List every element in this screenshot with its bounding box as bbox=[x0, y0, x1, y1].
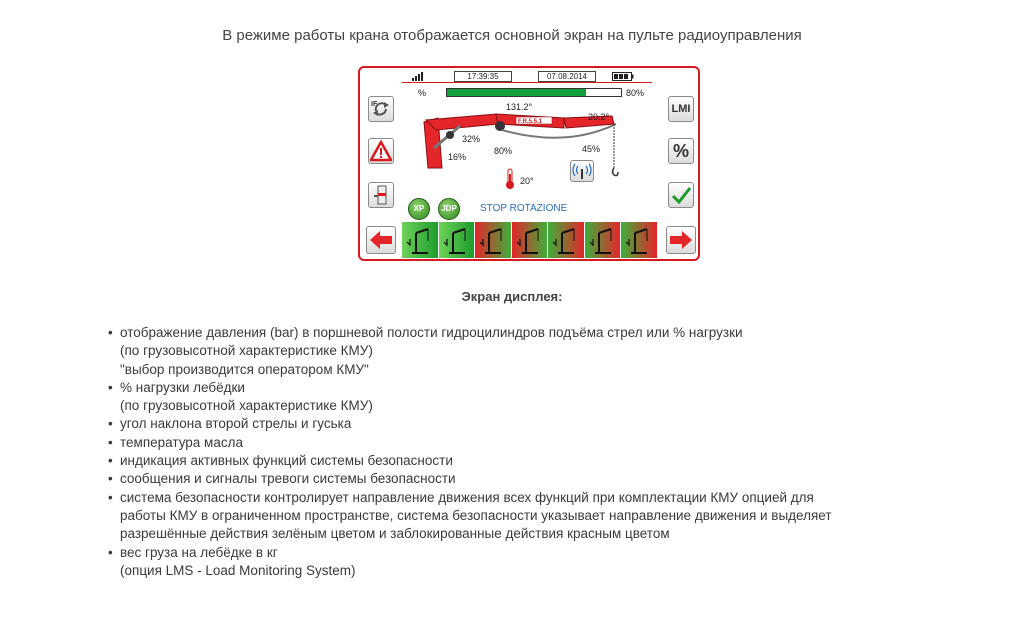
bullet: • bbox=[108, 453, 113, 469]
feature-text: (по грузовысотной характеристике КМУ) bbox=[120, 398, 373, 414]
feature-text: (по грузовысотной характеристике КМУ) bbox=[120, 343, 373, 359]
bullet: • bbox=[108, 434, 113, 450]
function-indicator-3 bbox=[475, 222, 512, 258]
feature-list-item bbox=[108, 562, 832, 580]
percent-button[interactable] bbox=[668, 138, 694, 164]
bullet: • bbox=[108, 379, 113, 395]
feature-list-item bbox=[108, 342, 832, 360]
arrow-left-icon bbox=[369, 230, 393, 250]
load-bar bbox=[446, 88, 622, 97]
gauge-icon bbox=[370, 184, 392, 206]
status-bar bbox=[402, 71, 652, 83]
angle-top-value: 131.2° bbox=[506, 102, 533, 112]
scroll-right-button[interactable] bbox=[666, 226, 696, 254]
check-icon bbox=[670, 184, 692, 206]
xp-button[interactable]: XP bbox=[408, 198, 430, 220]
bullet: • bbox=[108, 544, 113, 560]
bullet: • bbox=[108, 489, 113, 505]
bullet bbox=[108, 342, 120, 360]
scroll-left-button[interactable] bbox=[366, 226, 396, 254]
signal-icon bbox=[412, 72, 426, 81]
feature-text: температура масла bbox=[120, 434, 243, 450]
gauge-button[interactable] bbox=[368, 182, 394, 208]
feature-list bbox=[108, 324, 832, 580]
feature-list-item bbox=[108, 470, 832, 488]
load-bar-fill bbox=[447, 89, 586, 96]
crane-function-icon bbox=[406, 225, 434, 255]
jdp-button[interactable]: JDP bbox=[438, 198, 460, 220]
feature-list-item bbox=[108, 544, 832, 562]
feature-text: % нагрузки лебёдки bbox=[120, 379, 245, 395]
function-indicator-6 bbox=[585, 222, 622, 258]
cycle-icon bbox=[370, 98, 392, 120]
bullet: • bbox=[108, 325, 113, 340]
bullet bbox=[108, 507, 120, 525]
date-display: 07.08.2014 bbox=[538, 71, 596, 82]
percent-label: % bbox=[418, 88, 427, 98]
clock-display: 17:39:35 bbox=[454, 71, 512, 82]
load-percent-value: 80% bbox=[626, 88, 645, 98]
feature-list-item bbox=[108, 379, 832, 397]
crane-function-icon bbox=[625, 225, 653, 255]
bullet: • bbox=[108, 471, 113, 487]
if-cycle-button[interactable] bbox=[368, 96, 394, 122]
feature-list-item bbox=[108, 361, 832, 379]
boom-logo: F.R.5.5.1 bbox=[518, 119, 543, 125]
warning-button[interactable] bbox=[368, 138, 394, 164]
pct-32-value: 32% bbox=[462, 134, 481, 144]
battery-icon bbox=[612, 72, 634, 81]
radio-control-display bbox=[358, 66, 700, 261]
feature-text: угол наклона второй стрелы и гуська bbox=[120, 416, 352, 432]
percent-button-label: % bbox=[672, 140, 689, 161]
feature-text: "выбор производится оператором КМУ" bbox=[120, 361, 369, 377]
radio-signal-icon bbox=[572, 162, 592, 180]
feature-text: вес груза на лебёдке в кг bbox=[120, 544, 278, 560]
feature-text: разрешённые действия зелёным цветом и заблокированные действия красным цветом bbox=[120, 526, 670, 542]
crane-diagram bbox=[416, 104, 646, 174]
function-indicator-1 bbox=[402, 222, 439, 258]
page-heading: В режиме работы крана отображается основной экран на пульте радиоуправления bbox=[222, 27, 802, 44]
crane-function-icon bbox=[589, 225, 617, 255]
feature-list-item bbox=[108, 324, 832, 342]
crane-function-icon bbox=[479, 225, 507, 255]
feature-list-item bbox=[108, 507, 832, 525]
feature-list-item bbox=[108, 434, 832, 452]
lmi-button[interactable] bbox=[668, 96, 694, 122]
lmi-label: LMI bbox=[671, 103, 691, 115]
display-subheading: Экран дисплея: bbox=[461, 289, 563, 304]
feature-text: система безопасности контролирует направление движения всех функций при комплектации КМУ опцией для bbox=[120, 489, 814, 505]
hook-icon bbox=[613, 168, 619, 176]
feature-text: (опция LMS - Load Monitoring System) bbox=[120, 562, 356, 578]
pct-45-value: 45% bbox=[582, 144, 601, 154]
thermometer-icon bbox=[504, 168, 516, 190]
crane-function-icon bbox=[443, 225, 471, 255]
feature-list-item bbox=[108, 525, 832, 543]
feature-text: работы КМУ в ограниченном пространстве, система безопасности указывает направление движения и выделяет bbox=[120, 507, 832, 523]
bullet bbox=[108, 562, 120, 580]
function-indicator-row bbox=[402, 222, 658, 258]
crane-function-icon bbox=[516, 225, 544, 255]
function-indicator-2 bbox=[439, 222, 476, 258]
function-indicator-5 bbox=[548, 222, 585, 258]
if-label: IF bbox=[371, 101, 378, 108]
crane-function-icon bbox=[552, 225, 580, 255]
feature-list-item bbox=[108, 489, 832, 507]
arrow-right-icon bbox=[669, 230, 693, 250]
bullet bbox=[108, 361, 120, 379]
radio-signal-button[interactable] bbox=[570, 160, 594, 182]
feature-text: сообщения и сигналы тревоги системы безопасности bbox=[120, 471, 456, 487]
feature-text: индикация активных функций системы безопасности bbox=[120, 453, 453, 469]
bullet bbox=[108, 397, 120, 415]
warning-icon bbox=[370, 140, 392, 162]
feature-list-item bbox=[108, 452, 832, 470]
angle-right-value: 20.2° bbox=[588, 112, 610, 122]
confirm-button[interactable] bbox=[668, 182, 694, 208]
function-indicator-7 bbox=[621, 222, 658, 258]
bullet bbox=[108, 525, 120, 543]
feature-text: отображение давления (bar) в поршневой полости гидроцилиндров подъёма стрел или % нагрузки bbox=[120, 325, 743, 340]
oil-temperature: 20° bbox=[520, 176, 534, 186]
function-indicator-4 bbox=[512, 222, 549, 258]
pct-80-value: 80% bbox=[494, 146, 513, 156]
status-message: STOP ROTAZIONE bbox=[480, 203, 568, 214]
feature-list-item bbox=[108, 415, 832, 433]
pct-16-value: 16% bbox=[448, 152, 467, 162]
feature-list-item bbox=[108, 397, 832, 415]
bullet: • bbox=[108, 416, 113, 432]
